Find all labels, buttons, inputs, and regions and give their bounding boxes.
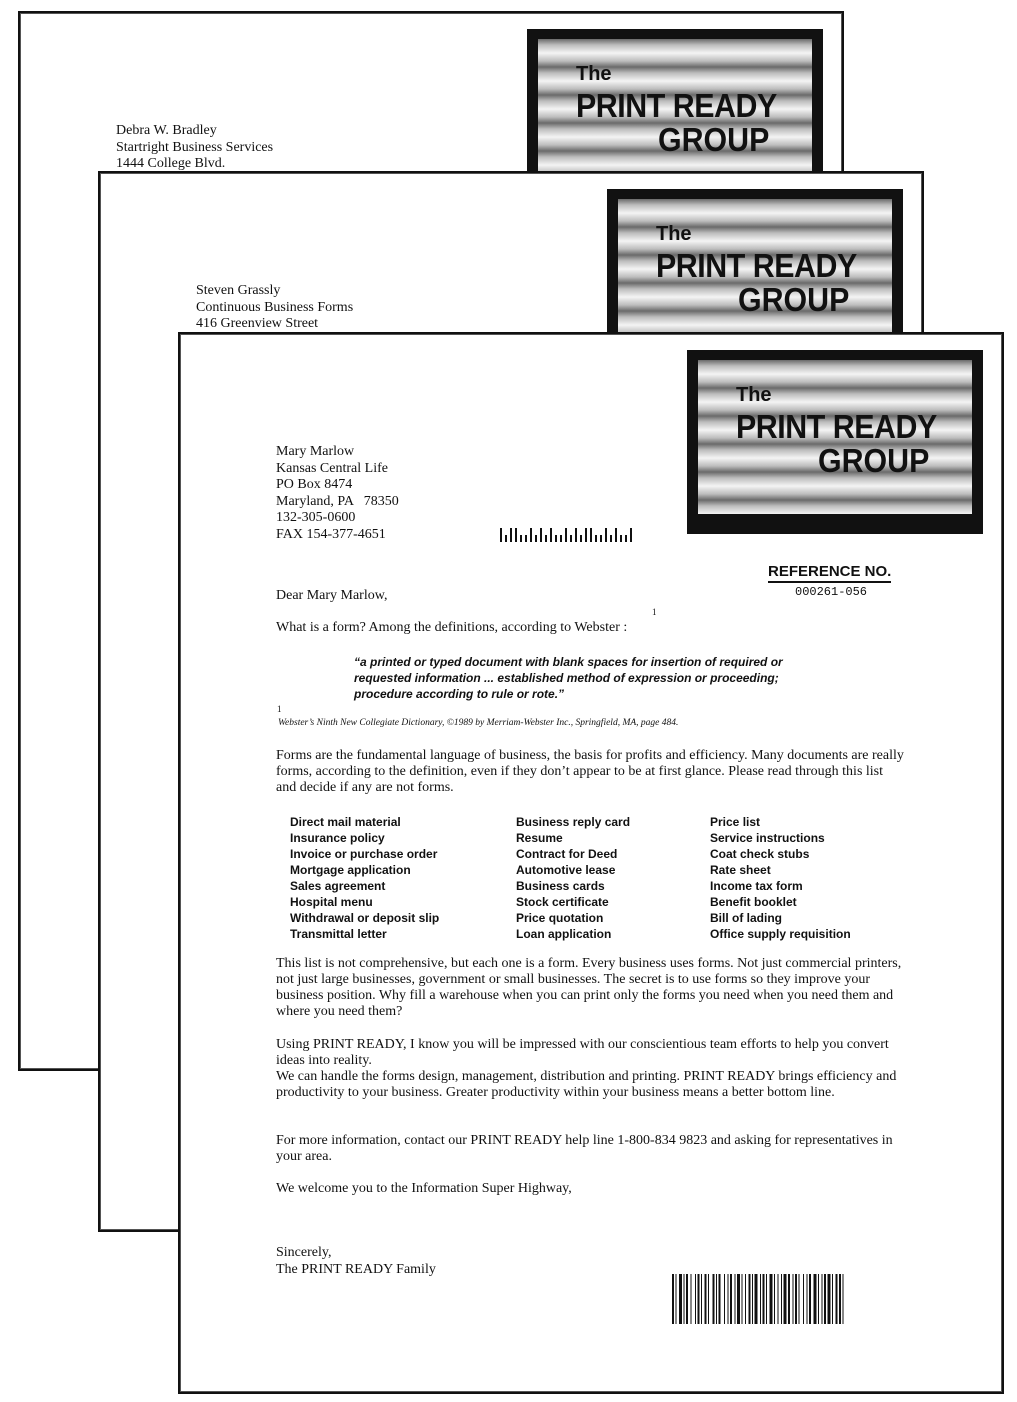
logo-print-ready: PRINT READY [576,87,777,124]
definition-quote: “a printed or typed document with blank spaces for insertion of required or requested information ... established method of expression or proceeding; procedure according to rule or rote.” [354,655,783,701]
address-line: FAX 154-377-4651 [276,526,386,542]
recipient-address [196,283,353,333]
forms-column-2 [516,814,630,942]
address-line: Debra W. Bradley [116,123,217,138]
print-ready-logo [687,350,983,534]
list-item: Withdrawal or deposit slip [290,911,440,925]
closing: Sincerely, [276,1245,332,1260]
list-item: Business reply card [516,815,631,829]
address-line: Maryland, PA 78350 [276,493,399,509]
paragraph-intro-forms: Forms are the fundamental language of business, the basis for profits and efficiency. Many documents are really forms, according to the definition, even if they don’t appear to be at first glance. Please read through this list and decide if any are not forms. [276,748,904,795]
address-line: 1444 College Blvd. [116,156,226,171]
address-line: 416 Greenview Street [196,316,319,331]
list-item: Transmittal letter [290,927,387,941]
list-item: Price quotation [516,911,604,925]
address-line: 132-305-0600 [276,510,356,525]
logo-the: The [656,223,692,245]
forms-column-1 [290,814,439,942]
logo-group: GROUP [738,281,850,318]
list-item: Invoice or purchase order [290,847,438,861]
list-item: Automotive lease [516,863,616,877]
logo-the: The [576,63,612,85]
reference-number: 000261-056 [795,585,868,599]
footnote-marker: 1 [652,607,657,617]
footnote-citation [278,718,678,728]
list-item: Resume [516,831,563,845]
reference-label: REFERENCE NO. [768,563,891,583]
list-item: Coat check stubs [710,847,810,861]
logo-the: The [736,384,772,406]
footnote-number: 1 [277,704,282,714]
list-item: Insurance policy [290,831,385,845]
list-item: Income tax form [710,879,803,893]
intro-line: What is a form? Among the definitions, according to Webster : [276,620,628,635]
paragraph-using-print-ready: Using PRINT READY, I know you will be impressed with our conscientious team efforts to help you convert ideas into reality. [276,1037,889,1068]
recipient-address [116,123,273,173]
letter-sheet-front [178,332,1004,1394]
address-line: Kansas Central Life [276,460,388,476]
address-line: Mary Marlow [276,444,355,459]
signature: The PRINT READY Family [276,1262,436,1277]
logo-print-ready: PRINT READY [656,247,857,284]
logo-print-ready: PRINT READY [736,408,937,445]
salutation: Dear Mary Marlow, [276,588,388,603]
paragraph-welcome: We welcome you to the Information Super Highway, [276,1181,572,1196]
paragraph-comprehensive: This list is not comprehensive, but each one is a form. Every business uses forms. Not just commercial printers, not just large businesses, government or small businesses. The secret is to use forms so they improve your business position. Why fill a warehouse when you can print only the forms you need when you need them and where you need them? [276,956,902,1019]
postnet-barcode [500,528,632,542]
address-line: PO Box 8474 [276,477,353,492]
list-item: Stock certificate [516,895,609,909]
list-item: Direct mail material [290,815,401,829]
logo-group: GROUP [818,442,930,479]
forms-list [290,814,890,944]
footnote-text: Webster’s Ninth New Collegiate Dictionary, ©1989 by Merriam-Webster Inc., Springfield, MA, page 484. [278,718,679,728]
paragraph-forms-design: We can handle the forms design, management, distribution and printing. PRINT READY brings efficiency and productivity to your business. Greater productivity within your business means a better bottom line. [276,1069,897,1100]
address-line: Steven Grassly [196,283,281,298]
list-item: Mortgage application [290,863,411,877]
recipient-address [276,444,399,543]
list-item: Benefit booklet [710,895,797,909]
forms-column-3 [710,814,851,942]
list-item: Contract for Deed [516,847,618,861]
list-item: Price list [710,815,761,829]
logo-gradient-panel [618,199,892,353]
barcode [672,1274,968,1324]
address-line: Startright Business Services [116,139,274,155]
list-item: Loan application [516,927,612,941]
list-item: Service instructions [710,831,825,845]
logo-gradient-panel [538,39,812,193]
logo-group: GROUP [658,121,770,158]
list-item: Bill of lading [710,911,782,925]
list-item: Rate sheet [710,863,771,877]
paragraph-more-info: For more information, contact our PRINT READY help line 1-800-834 9823 and asking for representatives in your area. [276,1133,893,1164]
list-item: Sales agreement [290,879,386,893]
list-item: Office supply requisition [710,927,851,941]
list-item: Hospital menu [290,895,373,909]
logo-gradient-panel [698,360,972,514]
address-line: Continuous Business Forms [196,299,354,315]
list-item: Business cards [516,879,605,893]
